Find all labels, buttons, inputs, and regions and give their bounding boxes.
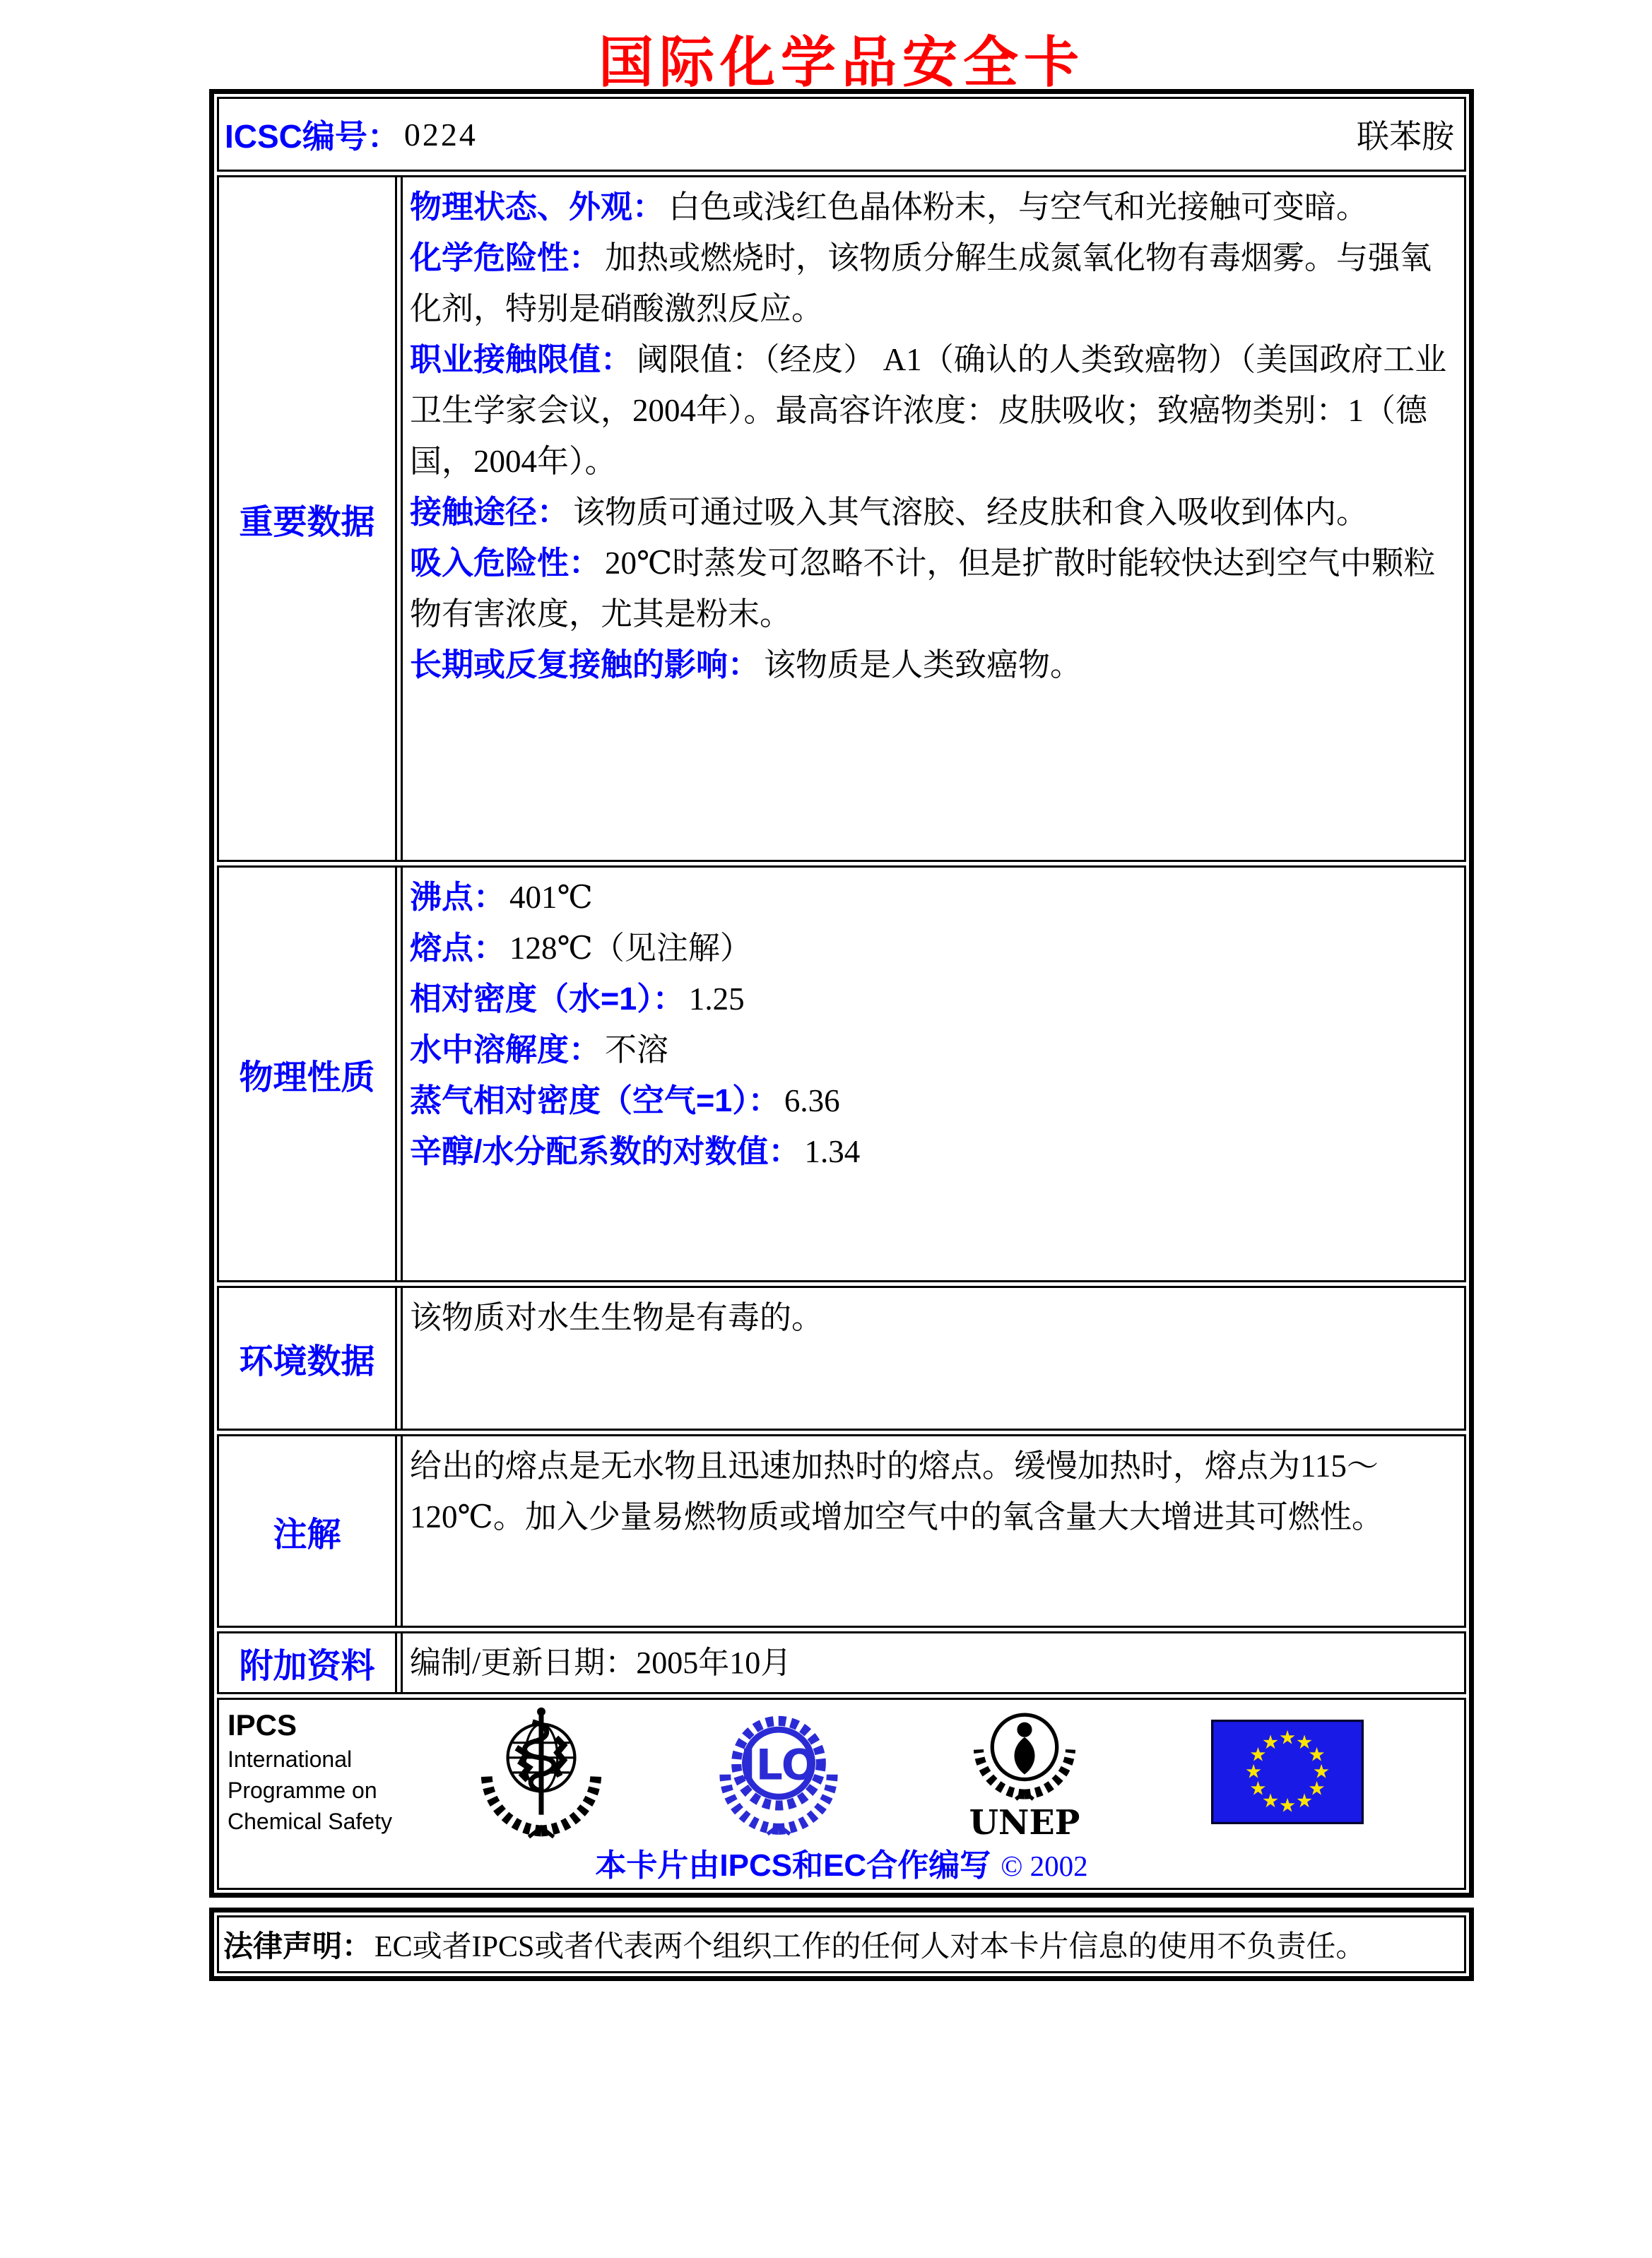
- item-label: 化学危险性：: [410, 240, 601, 276]
- physical-property-item: [410, 923, 1454, 974]
- unep-logo-icon: [962, 1700, 1087, 1844]
- notes-content: [401, 1436, 1464, 1626]
- additional-info-item: [410, 1642, 791, 1684]
- eu-star: ★: [1295, 1731, 1314, 1754]
- eu-star: ★: [1244, 1761, 1263, 1783]
- important-data-item: [410, 182, 1454, 232]
- important-data-content: [401, 177, 1464, 860]
- item-label: 辛醇/水分配系数的对数值：: [410, 1133, 801, 1169]
- important-data-item: [410, 232, 1454, 334]
- environmental-data-content: [401, 1288, 1464, 1429]
- ipcs-line: International: [228, 1746, 353, 1772]
- ilo-logo-icon: [716, 1708, 841, 1836]
- physical-property-item: [410, 974, 1454, 1024]
- important-data-item: [410, 487, 1454, 538]
- section-row-additional-info: [217, 1631, 1466, 1694]
- eu-star: ★: [1278, 1727, 1297, 1749]
- item-label: 吸入危险性：: [410, 545, 601, 581]
- physical-property-item: [410, 1075, 1454, 1126]
- item-label: 职业接触限值：: [410, 341, 633, 377]
- eu-star: ★: [1249, 1778, 1267, 1800]
- chemical-name: 联苯胺: [1357, 119, 1454, 155]
- section-row-notes: [217, 1434, 1466, 1628]
- physical-property-item: [410, 1024, 1454, 1075]
- section-label-environmental-data: [219, 1288, 397, 1429]
- important-data-item: [410, 538, 1454, 639]
- icsc-number-group: [225, 111, 478, 158]
- item-text: 该物质可通过吸入其气溶胶、经皮肤和食入吸收到体内。: [573, 495, 1369, 530]
- item-text: 白色或浅红色晶体粉末，与空气和光接触可变暗。: [668, 189, 1369, 225]
- section-label-text: 附加资料: [239, 1648, 375, 1685]
- section-label-text: 环境数据: [239, 1343, 375, 1381]
- eu-star: ★: [1261, 1731, 1280, 1754]
- item-text: 1.34: [804, 1134, 861, 1169]
- item-text: 128℃（见注解）: [509, 930, 752, 966]
- physical-property-item: [410, 1126, 1454, 1177]
- eu-star: ★: [1308, 1744, 1326, 1766]
- icsc-number-value: 0224: [403, 116, 478, 153]
- card-header-cell: [219, 99, 1464, 170]
- item-label: 编制/更新日期：: [410, 1645, 637, 1680]
- item-label: 蒸气相对密度（空气=1）：: [410, 1082, 780, 1118]
- item-text: 2005年10月: [636, 1645, 792, 1680]
- legal-notice-text: EC或者IPCS或者代表两个组织工作的任何人对本卡片信息的使用不负责任。: [374, 1931, 1366, 1963]
- section-row-physical-properties: [217, 865, 1466, 1282]
- item-text: 6.36: [784, 1083, 840, 1118]
- eu-star: ★: [1295, 1790, 1314, 1812]
- section-label-notes: [219, 1436, 397, 1626]
- section-label-important-data: [219, 177, 397, 860]
- environmental-data-text: 该物质对水生生物是有毒的。: [410, 1300, 824, 1335]
- unep-letters: UNEP: [969, 1802, 1080, 1843]
- footer-logos-cell: [219, 1700, 1464, 1888]
- item-label: 长期或反复接触的影响：: [410, 646, 760, 682]
- important-data-item: [410, 639, 1454, 690]
- legal-notice-label: 法律声明：: [223, 1929, 372, 1963]
- eu-star: ★: [1249, 1744, 1267, 1766]
- item-label: 熔点：: [410, 930, 506, 966]
- icsc-number-label: ICSC编号：: [225, 118, 400, 155]
- item-text: 1.25: [688, 981, 745, 1017]
- section-label-text: 物理性质: [239, 1058, 375, 1097]
- card-header-row: [217, 97, 1466, 172]
- item-text: 20℃时蒸发可忽略不计，但是扩散时能较快达到空气中颗粒物有害浓度，尤其是粉末。: [410, 545, 1436, 632]
- eu-star: ★: [1261, 1790, 1280, 1812]
- ipcs-text-block: [228, 1707, 439, 1837]
- item-label: 相对密度（水=1）：: [410, 981, 685, 1017]
- legal-notice-card: [209, 1908, 1474, 1981]
- item-text: 阈限值：（经皮） A1（确认的人类致癌物）（美国政府工业卫生学家会议，2004年）。最高容许浓度：皮肤吸收；致癌物类别：1（德国，2004年）。: [410, 342, 1447, 479]
- ilo-letters: ILO: [740, 1740, 818, 1790]
- who-logo-icon: [479, 1706, 603, 1838]
- ipcs-line: Programme on: [228, 1778, 377, 1803]
- footer-logos-row: [217, 1698, 1466, 1890]
- icsc-card: [209, 89, 1474, 1898]
- footer-caption-text: 本卡片由IPCS和EC合作编写: [595, 1848, 991, 1883]
- eu-star: ★: [1278, 1795, 1297, 1817]
- physical-properties-content: [401, 868, 1464, 1280]
- section-row-environmental-data: [217, 1286, 1466, 1431]
- item-label: 水中溶解度：: [410, 1032, 601, 1068]
- page-title: 国际化学品安全卡: [598, 31, 1085, 93]
- logo-row: [228, 1706, 1456, 1843]
- section-label-text: 注解: [273, 1515, 341, 1554]
- physical-property-item: [410, 872, 1454, 923]
- section-label-additional-info: [219, 1633, 397, 1692]
- item-text: 401℃: [509, 880, 593, 915]
- item-text: 不溶: [605, 1032, 669, 1068]
- section-label-text: 重要数据: [239, 503, 375, 541]
- item-label: 物理状态、外观：: [410, 189, 665, 225]
- item-text: 该物质是人类致癌物。: [764, 647, 1082, 682]
- ipcs-acronym: IPCS: [228, 1708, 297, 1742]
- item-label: 接触途径：: [410, 494, 570, 530]
- item-text: 加热或燃烧时，该物质分解生成氮氧化物有毒烟雾。与强氧化剂，特别是硝酸激烈反应。: [410, 240, 1432, 326]
- footer-caption: [228, 1840, 1456, 1885]
- eu-star: ★: [1312, 1761, 1331, 1783]
- legal-notice-row: [217, 1915, 1466, 1973]
- section-row-important-data: [217, 175, 1466, 862]
- important-data-item: [410, 334, 1454, 487]
- eu-flag-icon: [1211, 1720, 1364, 1824]
- footer-copyright: © 2002: [1001, 1850, 1088, 1882]
- additional-info-content: [401, 1633, 1464, 1692]
- legal-notice-cell: [219, 1917, 1464, 1971]
- notes-text: 给出的熔点是无水物且迅速加热时的熔点。缓慢加热时，熔点为115～120℃。加入少量易燃物质或增加空气中的氧含量大大增进其可燃性。: [410, 1448, 1383, 1535]
- ipcs-line: Chemical Safety: [228, 1809, 392, 1834]
- item-label: 沸点：: [410, 879, 506, 915]
- section-label-physical-properties: [219, 868, 397, 1280]
- eu-star: ★: [1308, 1778, 1326, 1800]
